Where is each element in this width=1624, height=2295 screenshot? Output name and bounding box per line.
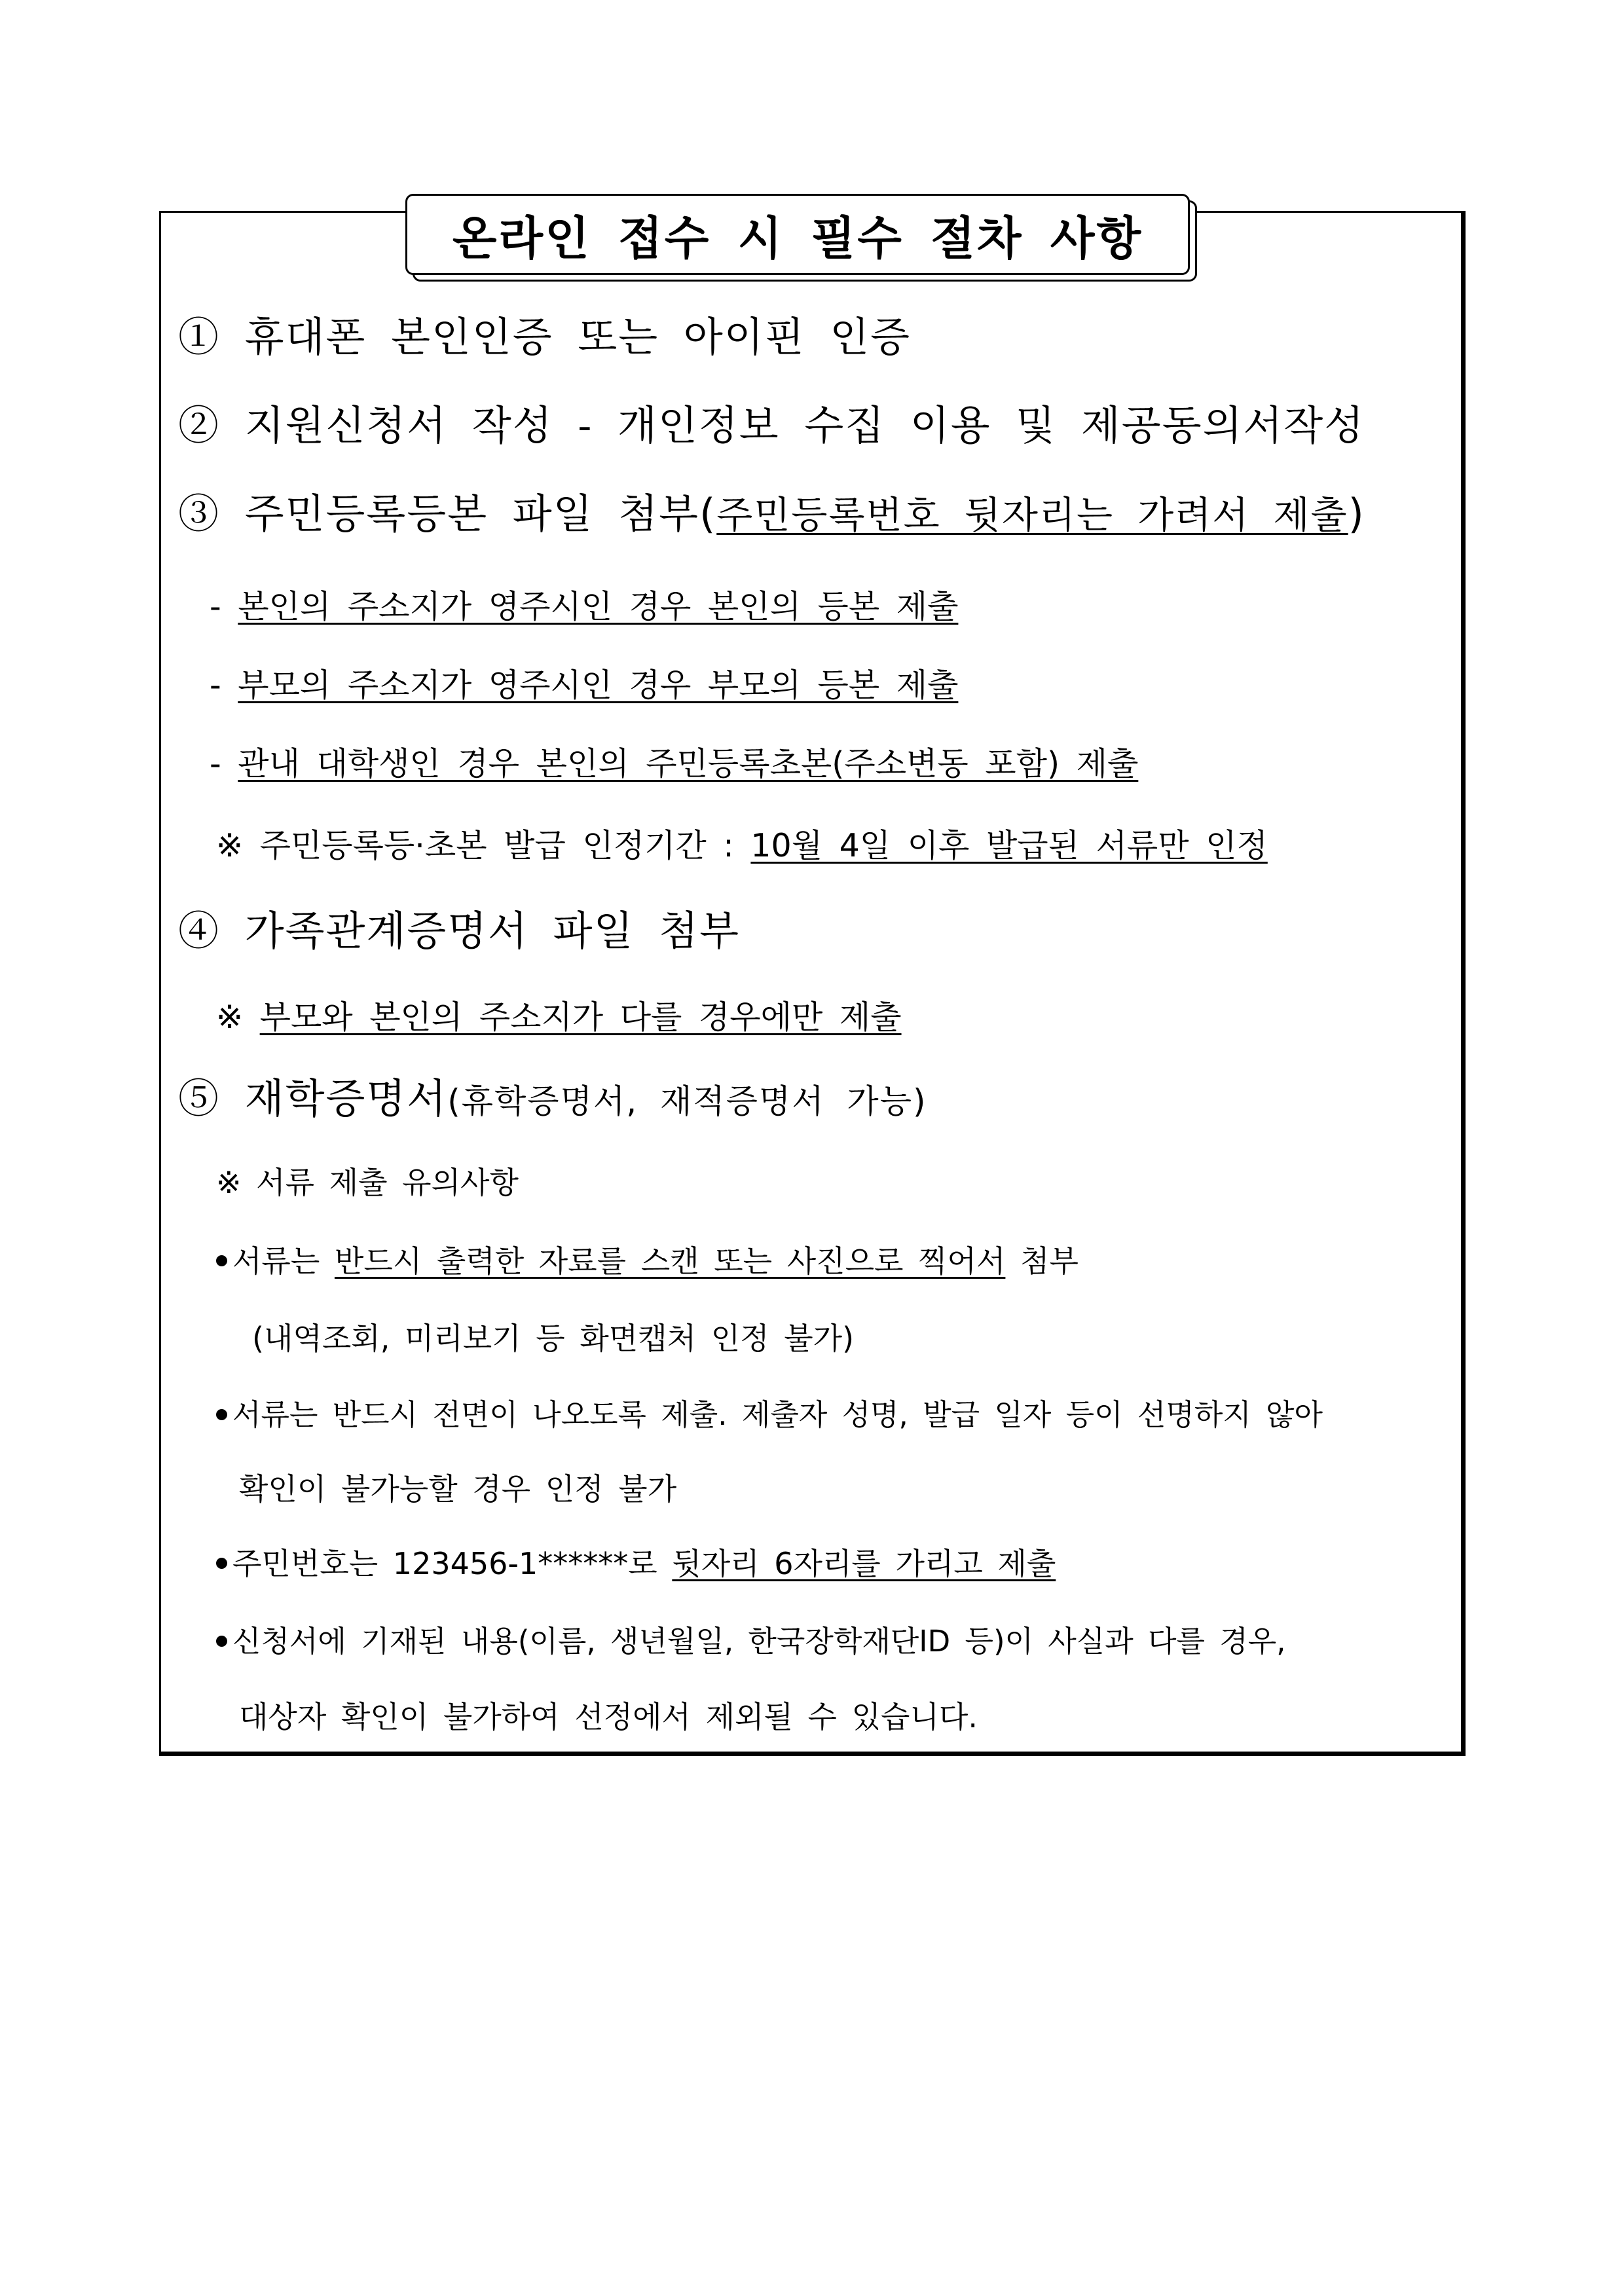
title-box xyxy=(405,194,1190,275)
note-mark: ※ xyxy=(216,827,244,864)
bullet-1-pre: 서류는 xyxy=(232,1243,320,1279)
step-3-sub-2 xyxy=(210,660,958,706)
step-3-paren-open: ( xyxy=(699,490,717,538)
bullet-1-underlined: 반드시 출력한 자료를 스캔 또는 사진으로 찍어서 xyxy=(334,1243,1006,1279)
step-4-note xyxy=(216,992,902,1038)
note-text: 주민등록등·초본 발급 인정기간 : xyxy=(259,827,734,864)
step-2-text: 지원신청서 작성 - 개인정보 수집 이용 및 제공동의서작성 xyxy=(244,401,1365,449)
step-2-number: ② xyxy=(178,401,221,449)
bullet-dot-icon xyxy=(216,1558,227,1569)
bullet-dot-icon xyxy=(216,1255,227,1266)
sub-text: 부모의 주소지가 영주시인 경우 부모의 등본 제출 xyxy=(238,667,959,704)
step-4-number: ④ xyxy=(178,907,221,955)
notes-header-text: 서류 제출 유의사항 xyxy=(256,1165,519,1200)
step-3-sub-1 xyxy=(210,581,958,627)
step-4 xyxy=(178,898,740,957)
bullet-4-cont: 대상자 확인이 불가하여 선정에서 제외될 수 있습니다. xyxy=(239,1699,978,1735)
bullet-2-text: 서류는 반드시 전면이 나오도록 제출. 제출자 성명, 발급 일자 등이 선명하지 않아 xyxy=(232,1397,1323,1432)
step-3-note xyxy=(216,820,1268,866)
note-underlined: 10월 4일 이후 발급된 서류만 인정 xyxy=(750,827,1268,864)
bullet-2 xyxy=(216,1391,1323,1433)
bullet-1-post: 첨부 xyxy=(1020,1243,1079,1279)
step-3-underlined-note: 주민등록번호 뒷자리는 가려서 제출 xyxy=(716,494,1348,537)
note-mark: ※ xyxy=(216,999,244,1036)
page-title: 온라인 접수 시 필수 절차 사항 xyxy=(452,211,1143,265)
sub-dash: - xyxy=(210,745,221,782)
bullet-1-cont: (내역조회, 미리보기 등 화면캡처 인정 불가) xyxy=(252,1321,855,1356)
step-3-paren-close: ) xyxy=(1348,490,1365,538)
sub-text: 관내 대학생인 경우 본인의 주민등록초본(주소변동 포함) 제출 xyxy=(238,745,1139,782)
step-1-text: 휴대폰 본인인증 또는 아이핀 인증 xyxy=(244,313,912,361)
step-1 xyxy=(178,304,911,363)
step-5-paren: (휴학증명서, 재적증명서 가능) xyxy=(447,1082,927,1120)
bullet-3 xyxy=(216,1540,1056,1583)
notes-header xyxy=(216,1159,519,1202)
bullet-dot-icon xyxy=(216,1409,227,1420)
note-mark: ※ xyxy=(216,1165,242,1200)
bullet-4 xyxy=(216,1617,1285,1660)
step-3 xyxy=(178,481,1365,540)
step-4-text: 가족관계증명서 파일 첨부 xyxy=(244,907,740,955)
bullet-3-underlined: 뒷자리 6자리를 가리고 제출 xyxy=(672,1546,1056,1581)
step-2 xyxy=(178,393,1365,451)
bullet-4-text: 신청서에 기재된 내용(이름, 생년월일, 한국장학재단ID 등)이 사실과 다를 경우, xyxy=(232,1624,1286,1659)
step-5-number: ⑤ xyxy=(178,1074,221,1122)
sub-text: 본인의 주소지가 영주시인 경우 본인의 등본 제출 xyxy=(238,588,959,625)
step-3-text: 주민등록등본 파일 첨부 xyxy=(244,490,700,538)
bullet-3-pre: 주민번호는 123456-1******로 xyxy=(232,1546,657,1581)
note-underlined: 부모와 본인의 주소지가 다를 경우에만 제출 xyxy=(259,999,902,1036)
bullet-2-cont: 확인이 불가능할 경우 인정 불가 xyxy=(239,1471,677,1507)
sub-dash: - xyxy=(210,667,221,704)
step-5 xyxy=(178,1066,927,1124)
sub-dash: - xyxy=(210,588,221,625)
step-3-sub-3 xyxy=(210,739,1138,784)
step-1-number: ① xyxy=(178,313,221,361)
bullet-dot-icon xyxy=(216,1636,227,1647)
step-3-number: ③ xyxy=(178,490,221,538)
step-5-text: 재학증명서 xyxy=(244,1074,448,1122)
bullet-1 xyxy=(216,1238,1079,1281)
